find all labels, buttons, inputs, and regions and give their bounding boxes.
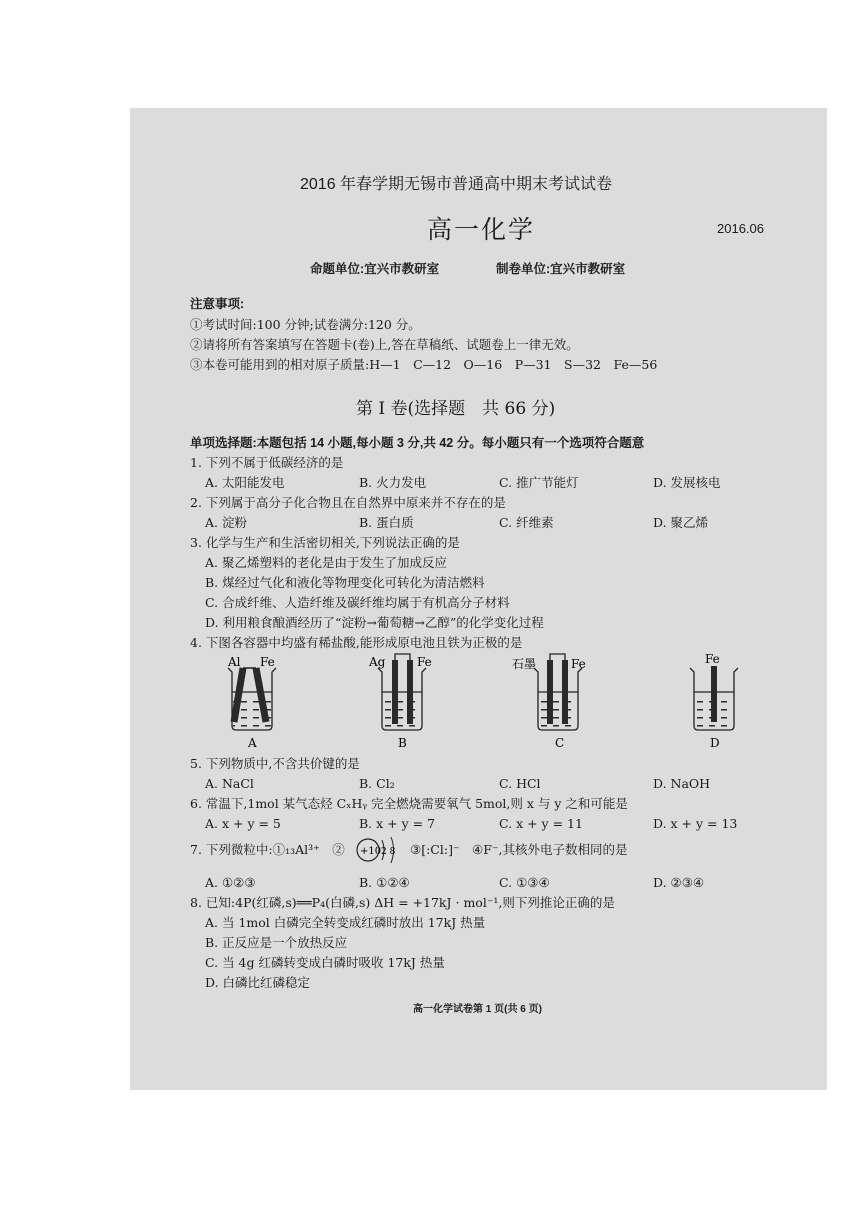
option: A. x + y = 5 (205, 816, 281, 831)
question-stem: 3. 化学与生产和生活密切相关,下列说法正确的是 (190, 535, 460, 550)
notes-item: ①考试时间:100 分钟;试卷满分:120 分。 (190, 317, 421, 332)
beaker-c (512, 654, 586, 750)
option: A. ①②③ (205, 875, 256, 890)
option: C. 合成纤维、人造纤维及碳纤维均属于有机高分子材料 (205, 595, 510, 610)
page-footer: 高一化学试卷第 1 页(共 6 页) (413, 1004, 542, 1015)
question-stem: 7. 下列微粒中:①₁₃Al³⁺ ② (190, 842, 345, 857)
beaker-b (368, 654, 432, 750)
exam-title: 2016 年春学期无锡市普通高中期末考试试卷 (300, 176, 613, 193)
section-title: 第 Ⅰ 卷(选择题 共 66 分) (356, 399, 556, 419)
option: B. 正反应是一个放热反应 (205, 935, 348, 950)
notes-item: ③本卷可能用到的相对原子质量:H—1 C—12 O—16 P—31 S—32 Fe—56 (190, 357, 658, 372)
question-stem: 6. 常温下,1mol 某气态烃 CₓHᵧ 完全燃烧需要氧气 5mol,则 x 与 y 之和可能是 (190, 796, 628, 811)
option: A. NaCl (205, 776, 254, 791)
question-stem: 5. 下列物质中,不含共价键的是 (190, 756, 360, 771)
beaker-caption: C (555, 736, 565, 750)
electrode-label: Fe (705, 652, 720, 666)
electrode-label: Fe (417, 655, 432, 669)
option: D. 白磷比红磷稳定 (205, 975, 311, 990)
option: C. ①③④ (499, 875, 550, 890)
option: B. Cl₂ (359, 776, 395, 791)
beaker-a (227, 655, 276, 750)
atom-structure-diagram (355, 835, 405, 865)
option: D. ②③④ (653, 875, 705, 890)
beaker-caption: A (248, 736, 257, 750)
section-instruction: 单项选择题:本题包括 14 小题,每小题 3 分,共 42 分。每小题只有一个选项符合题意 (190, 436, 645, 450)
option: B. 火力发电 (359, 475, 427, 490)
option: C. HCl (499, 776, 541, 791)
electrode-label: 石墨 (512, 657, 537, 671)
option: A. 太阳能发电 (205, 475, 285, 490)
question-stem: 1. 下列不属于低碳经济的是 (190, 455, 344, 470)
option: C. 纤维素 (499, 515, 554, 530)
option: B. 蛋白质 (359, 515, 414, 530)
option: D. 发展核电 (653, 475, 721, 490)
option: C. 推广节能灯 (499, 475, 579, 490)
notes-item: ②请将所有答案填写在答题卡(卷)上,答在草稿纸、试题卷上一律无效。 (190, 337, 579, 352)
notes-heading: 注意事项: (190, 297, 245, 311)
exam-date: 2016.06 (717, 221, 764, 236)
beaker-caption: B (398, 736, 407, 750)
option: D. 聚乙烯 (653, 515, 709, 530)
option: B. 煤经过气化和液化等物理变化可转化为清洁燃料 (205, 575, 485, 590)
question-stem: 8. 已知:4P(红磷,s)══P₄(白磷,s) ΔH = +17kJ · mol⁻¹,则下列推论正确的是 (190, 895, 615, 910)
electrode-label: Fe (260, 655, 275, 669)
electron-shells: 2 8 (381, 847, 396, 857)
question-stem: ③[:Cl:]⁻ ④F⁻,其核外电子数相同的是 (410, 842, 628, 857)
beaker-caption: D (710, 736, 720, 750)
option: D. x + y = 13 (653, 816, 738, 831)
option: C. 当 4g 红磷转变成白磷时吸收 17kJ 热量 (205, 955, 445, 970)
option: B. ①②④ (359, 875, 410, 890)
beaker-figure (0, 650, 860, 760)
option: D. 利用粮食酿酒经历了“淀粉→葡萄糖→乙醇”的化学变化过程 (205, 615, 544, 630)
question-stem: 4. 下图各容器中均盛有稀盐酸,能形成原电池且铁为正极的是 (190, 635, 523, 650)
option: A. 当 1mol 白磷完全转变成红磷时放出 17kJ 热量 (205, 915, 486, 930)
option: A. 淀粉 (205, 515, 247, 530)
option: B. x + y = 7 (359, 816, 436, 831)
electrode-label: Al (228, 655, 241, 669)
print-unit: 制卷单位:宜兴市教研室 (496, 262, 626, 276)
nucleus-charge: +10 (360, 846, 382, 857)
beaker-d (690, 652, 738, 750)
option: D. NaOH (653, 776, 711, 791)
question-stem: 2. 下列属于高分子化合物且在自然界中原来并不存在的是 (190, 495, 506, 510)
electrode-label: Fe (571, 657, 586, 671)
author-unit: 命题单位:宜兴市教研室 (310, 262, 440, 276)
option: A. 聚乙烯塑料的老化是由于发生了加成反应 (205, 555, 447, 570)
electrode-label: Ag (369, 655, 386, 669)
subject-title: 高一化学 (427, 216, 536, 244)
option: C. x + y = 11 (499, 816, 583, 831)
